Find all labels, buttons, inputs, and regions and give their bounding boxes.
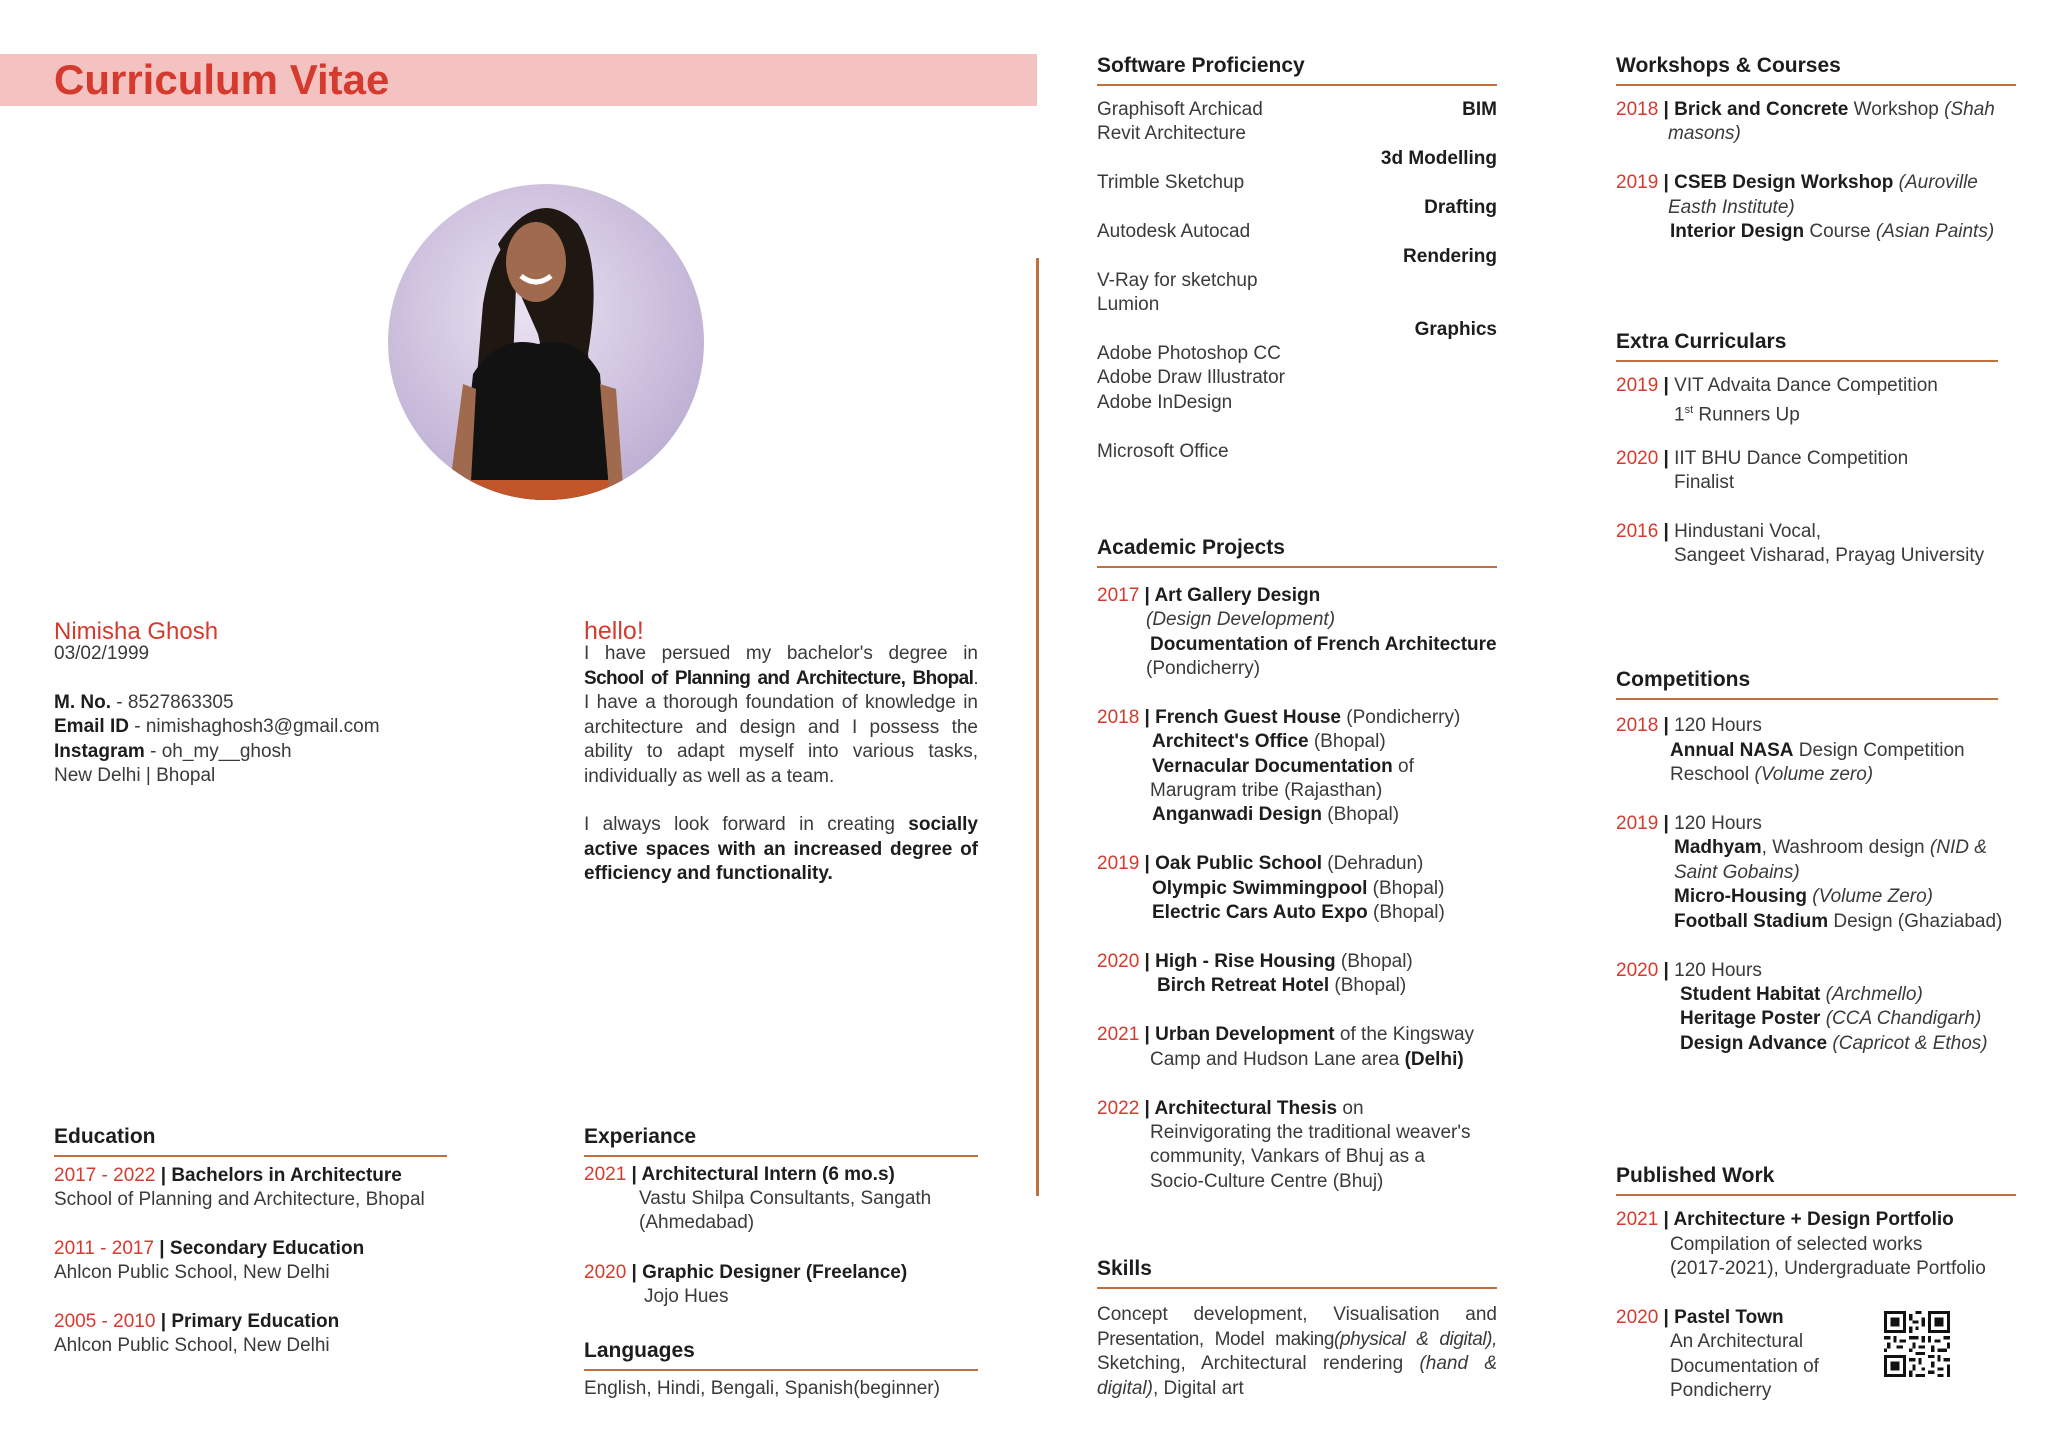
software-category: Drafting xyxy=(1424,197,1497,218)
academic-detail: Camp and Hudson Lane area (Delhi) xyxy=(1150,1049,1464,1070)
about-paragraph-1: I have persued my bachelor's degree in School of Planning and Architecture, Bhopal. I have a thorough foundation of knowledge in architecture and design and I possess the ability to adapt myself into various tasks, individually as well as a team. xyxy=(584,643,978,787)
software-item: Microsoft Office xyxy=(1097,441,1229,462)
experience-detail: Jojo Hues xyxy=(644,1286,729,1307)
profile-photo xyxy=(388,184,704,500)
education-school: School of Planning and Architecture, Bhopal xyxy=(54,1189,425,1210)
academic-item: 2017 | Art Gallery Design xyxy=(1097,585,1321,606)
academic-item: 2020 | High - Rise Housing (Bhopal) xyxy=(1097,951,1413,972)
about-paragraph-2: I always look forward in creating socially active spaces with an increased degree of efficiency and functionality. xyxy=(584,814,978,884)
software-item: Adobe Draw Illustrator xyxy=(1097,367,1285,388)
extra-detail: Finalist xyxy=(1674,472,1735,493)
competition-detail: Annual NASA Design Competition xyxy=(1670,740,1965,761)
competition-detail: Micro-Housing (Volume Zero) xyxy=(1674,886,1933,907)
published-item: 2020 | Pastel Town xyxy=(1616,1307,1784,1328)
published-detail: An Architectural xyxy=(1670,1331,1804,1352)
academic-detail: Socio-Culture Centre (Bhuj) xyxy=(1150,1171,1384,1192)
academic-detail: (Design Development) xyxy=(1146,609,1336,630)
software-item: V-Ray for sketchup xyxy=(1097,270,1258,291)
profile-email: Email ID - nimishaghosh3@gmail.com xyxy=(54,716,380,737)
experience-item: 2020 | Graphic Designer (Freelance) xyxy=(584,1262,908,1283)
academic-detail: Marugram tribe (Rajasthan) xyxy=(1150,780,1383,801)
published-detail: Compilation of selected works xyxy=(1670,1234,1923,1255)
competition-item: 2019 | 120 Hours xyxy=(1616,813,1762,834)
workshop-detail: masons) xyxy=(1668,123,1741,144)
published-detail: Pondicherry xyxy=(1670,1380,1772,1401)
academic-heading: Academic Projects xyxy=(1097,536,1497,568)
workshop-item: 2018 | Brick and Concrete Workshop (Shah xyxy=(1616,99,1995,120)
academic-detail: Vernacular Documentation of xyxy=(1152,756,1414,777)
academic-item: 2021 | Urban Development of the Kingsway xyxy=(1097,1024,1475,1045)
extra-item: 2019 | VIT Advaita Dance Competition xyxy=(1616,375,1938,396)
academic-detail: Reinvigorating the traditional weaver's xyxy=(1150,1122,1471,1143)
column-divider xyxy=(1036,258,1039,1196)
profile-instagram: Instagram - oh_my__ghosh xyxy=(54,741,292,762)
published-item: 2021 | Architecture + Design Portfolio xyxy=(1616,1209,1954,1230)
workshop-detail: Interior Design Course (Asian Paints) xyxy=(1670,221,1995,242)
languages-heading: Languages xyxy=(584,1339,978,1371)
software-item: Trimble Sketchup xyxy=(1097,172,1245,193)
competition-detail: Reschool (Volume zero) xyxy=(1670,764,1874,785)
software-item: Lumion xyxy=(1097,294,1160,315)
academic-detail: Architect's Office (Bhopal) xyxy=(1152,731,1386,752)
competition-detail: Saint Gobains) xyxy=(1674,862,1800,883)
competitions-heading: Competitions xyxy=(1616,668,1998,700)
profile-location: New Delhi | Bhopal xyxy=(54,765,216,786)
academic-detail: Documentation of French Architecture xyxy=(1150,634,1497,655)
education-item: 2017 - 2022 | Bachelors in Architecture xyxy=(54,1165,402,1186)
education-heading: Education xyxy=(54,1125,447,1157)
software-item: Autodesk Autocad xyxy=(1097,221,1251,242)
competition-detail: Football Stadium Design (Ghaziabad) xyxy=(1674,911,2003,932)
software-item: Revit Architecture xyxy=(1097,123,1246,144)
competition-detail: Heritage Poster (CCA Chandigarh) xyxy=(1680,1008,1982,1029)
profile-dob: 03/02/1999 xyxy=(54,643,150,664)
academic-detail: Olympic Swimmingpool (Bhopal) xyxy=(1152,878,1445,899)
academic-detail: community, Vankars of Bhuj as a xyxy=(1150,1146,1425,1167)
education-school: Ahlcon Public School, New Delhi xyxy=(54,1262,330,1283)
software-item: Adobe Photoshop CC xyxy=(1097,343,1281,364)
academic-item: 2018 | French Guest House (Pondicherry) xyxy=(1097,707,1461,728)
page-title: Curriculum Vitae xyxy=(54,56,390,103)
academic-detail: Electric Cars Auto Expo (Bhopal) xyxy=(1152,902,1445,923)
workshops-heading: Workshops & Courses xyxy=(1616,54,2016,86)
competition-detail: Madhyam, Washroom design (NID & xyxy=(1674,837,1987,858)
published-heading: Published Work xyxy=(1616,1164,2016,1196)
experience-detail: Vastu Shilpa Consultants, Sangath xyxy=(639,1188,932,1209)
extra-detail: 1st Runners Up xyxy=(1674,404,1800,426)
software-category: Graphics xyxy=(1414,319,1497,340)
profile-name: Nimisha Ghosh xyxy=(54,618,219,645)
experience-detail: (Ahmedabad) xyxy=(639,1212,755,1233)
published-detail: Documentation of xyxy=(1670,1356,1819,1377)
workshop-detail: Easth Institute) xyxy=(1668,197,1795,218)
academic-detail: Anganwadi Design (Bhopal) xyxy=(1152,804,1400,825)
software-item: Adobe InDesign xyxy=(1097,392,1233,413)
competition-detail: Design Advance (Capricot & Ethos) xyxy=(1680,1033,1988,1054)
academic-detail: Birch Retreat Hotel (Bhopal) xyxy=(1157,975,1407,996)
extra-heading: Extra Curriculars xyxy=(1616,330,1998,362)
profile-mobile: M. No. - 8527863305 xyxy=(54,692,234,713)
software-category: BIM xyxy=(1462,99,1497,120)
extra-detail: Sangeet Visharad, Prayag University xyxy=(1674,545,1985,566)
academic-item: 2019 | Oak Public School (Dehradun) xyxy=(1097,853,1424,874)
software-heading: Software Proficiency xyxy=(1097,54,1497,86)
software-category: Rendering xyxy=(1403,246,1497,267)
languages-text: English, Hindi, Bengali, Spanish(beginner) xyxy=(584,1378,940,1399)
academic-detail: (Pondicherry) xyxy=(1146,658,1261,679)
skills-heading: Skills xyxy=(1097,1257,1497,1289)
academic-item: 2022 | Architectural Thesis on xyxy=(1097,1098,1364,1119)
software-category: 3d Modelling xyxy=(1380,148,1497,169)
published-detail: (2017-2021), Undergraduate Portfolio xyxy=(1670,1258,1986,1279)
education-item: 2005 - 2010 | Primary Education xyxy=(54,1311,340,1332)
competition-item: 2020 | 120 Hours xyxy=(1616,960,1762,981)
workshop-item: 2019 | CSEB Design Workshop (Auroville xyxy=(1616,172,1978,193)
extra-item: 2016 | Hindustani Vocal, xyxy=(1616,521,1821,542)
skills-text: Concept development, Visualisation and Presentation, Model making(physical & digital), Sketching, Architectural rendering (hand & digital), Digital art xyxy=(1097,1304,1497,1399)
about-greeting: hello! xyxy=(584,617,644,645)
experience-heading: Experiance xyxy=(584,1125,978,1157)
software-item: Graphisoft Archicad xyxy=(1097,99,1263,120)
education-school: Ahlcon Public School, New Delhi xyxy=(54,1335,330,1356)
qr-code-icon[interactable] xyxy=(1884,1311,1950,1377)
experience-item: 2021 | Architectural Intern (6 mo.s) xyxy=(584,1164,895,1185)
education-item: 2011 - 2017 | Secondary Education xyxy=(54,1238,365,1259)
competition-detail: Student Habitat (Archmello) xyxy=(1680,984,1923,1005)
extra-item: 2020 | IIT BHU Dance Competition xyxy=(1616,448,1909,469)
competition-item: 2018 | 120 Hours xyxy=(1616,715,1762,736)
